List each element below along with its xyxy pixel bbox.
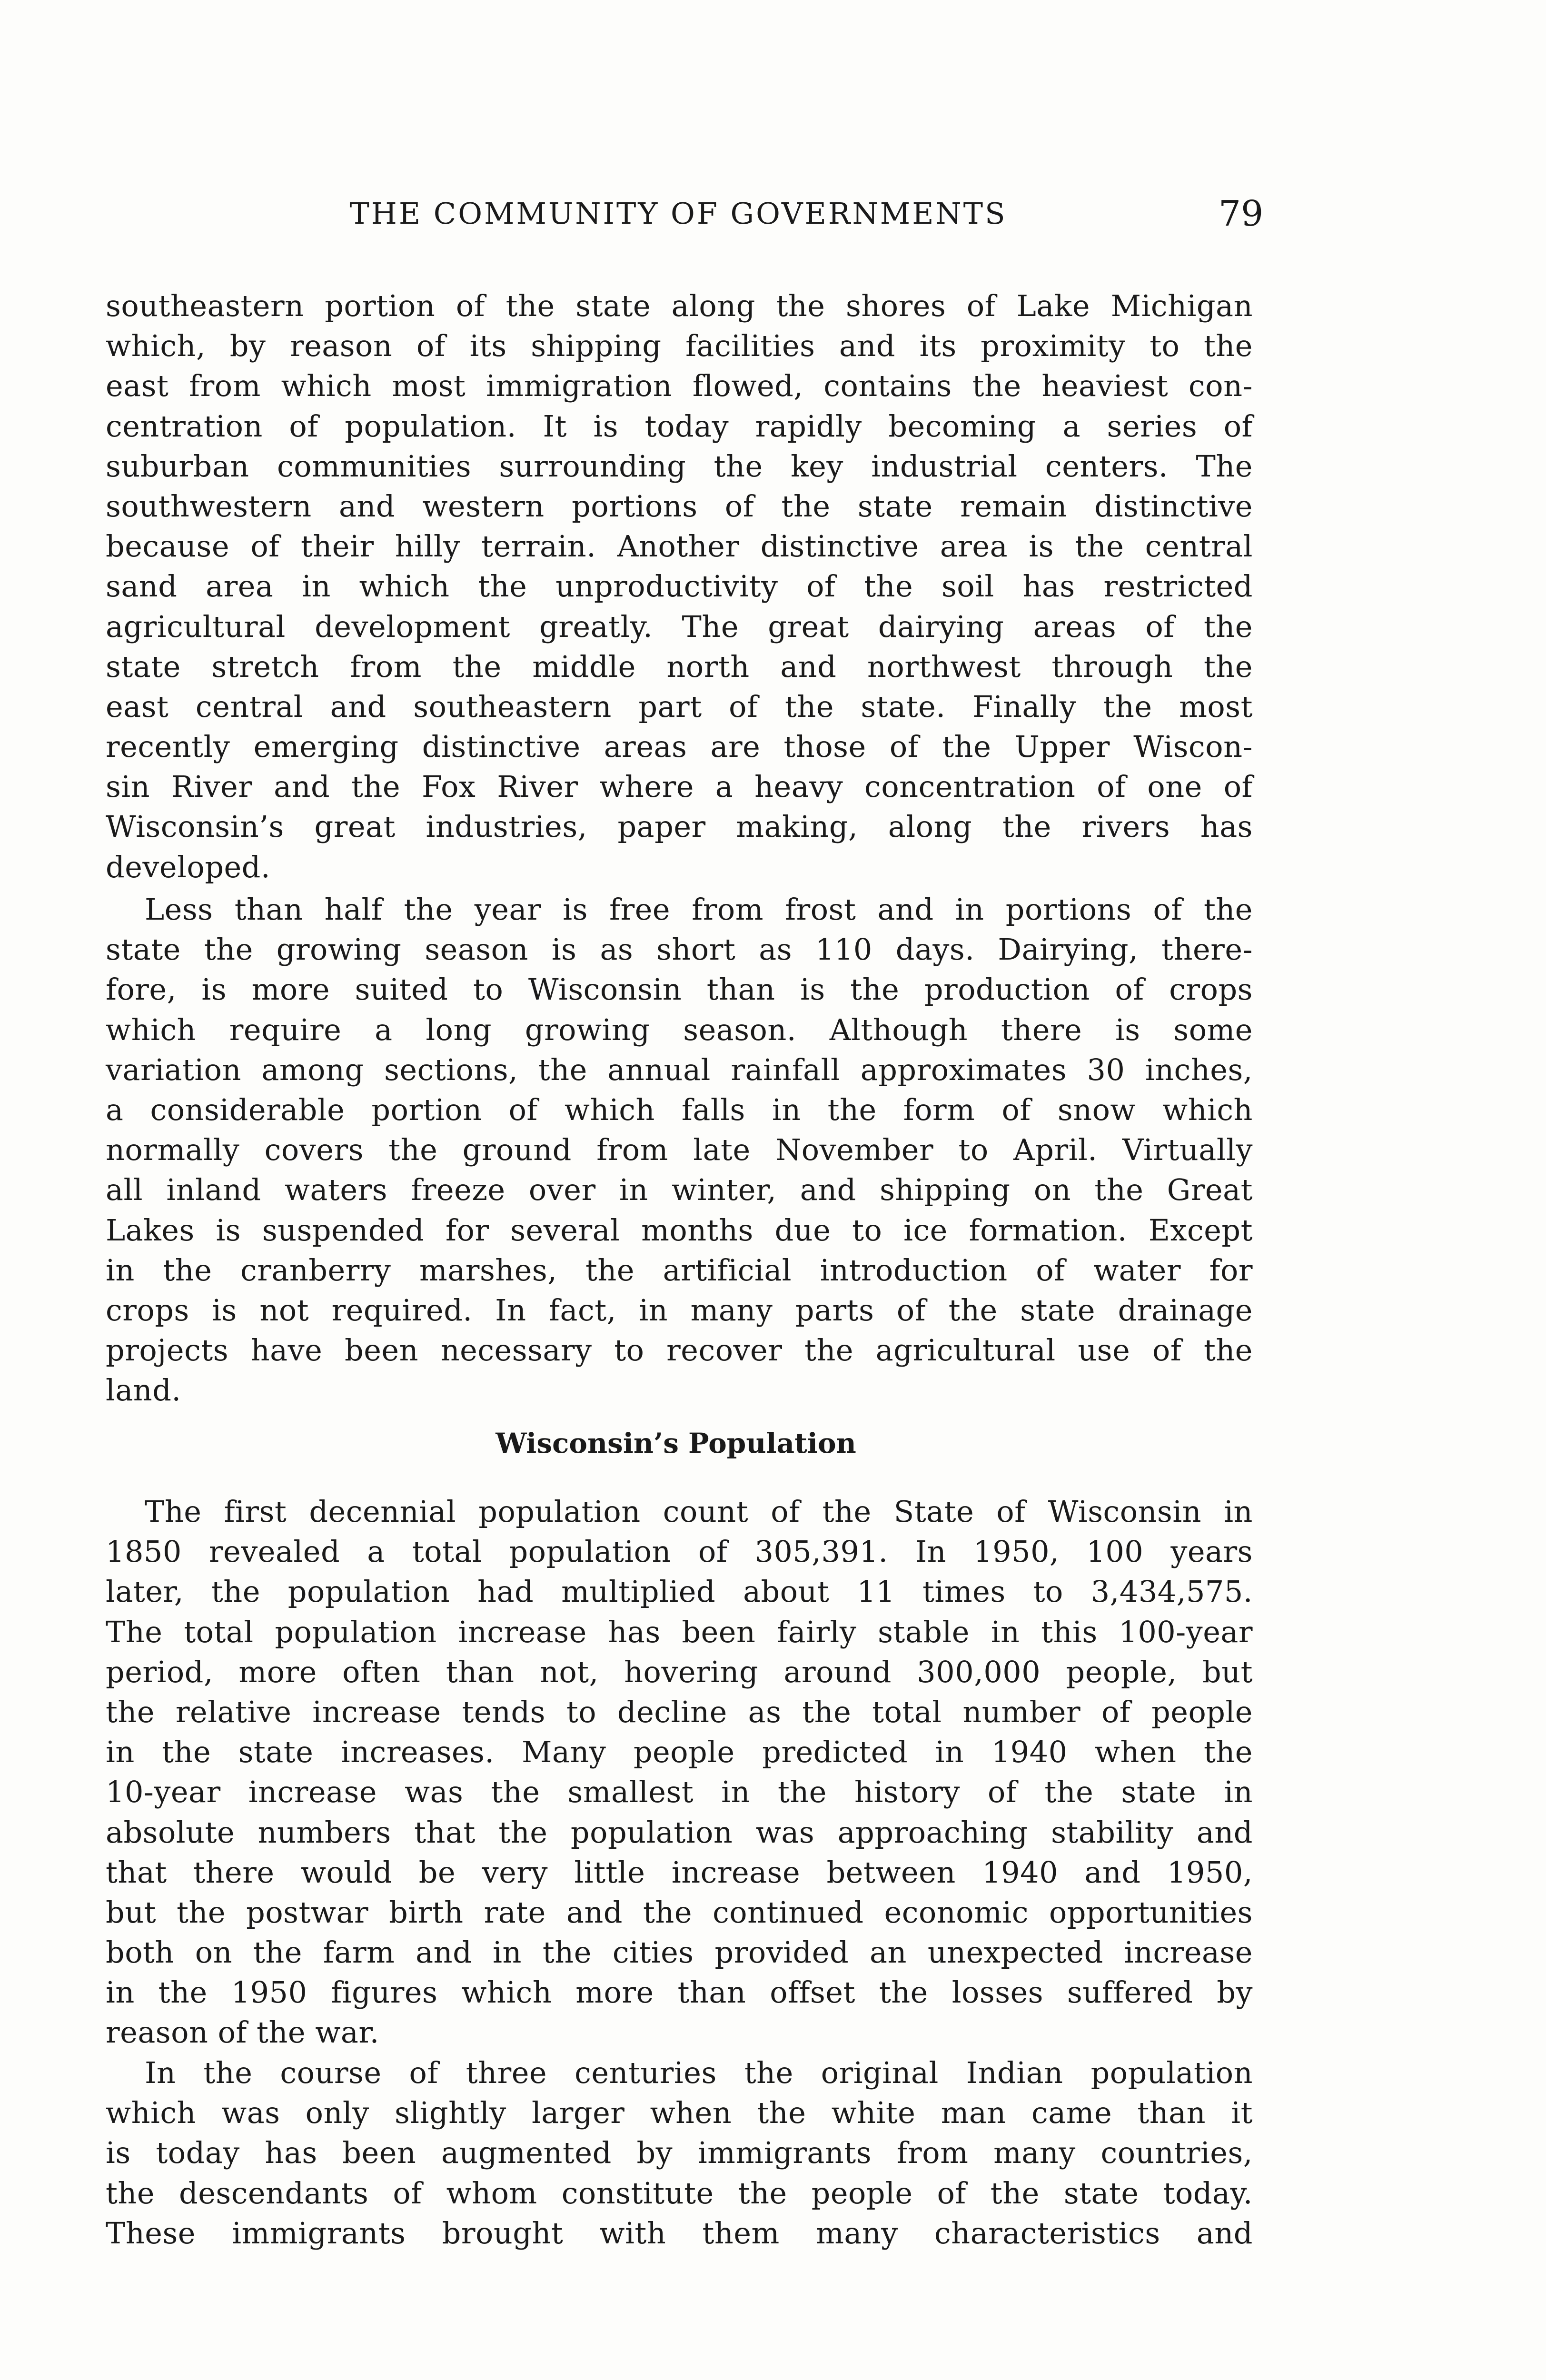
text-line: which, by reason of its shipping facilities and its proximity to the (106, 328, 1253, 364)
text-line: but the postwar birth rate and the continued economic opportunities (106, 1894, 1253, 1930)
text-line: both on the farm and in the cities provided an unexpected increase (106, 1935, 1253, 1970)
paragraph-3 (106, 1492, 1253, 2053)
text-line: east central and southeastern part of the state. Finally the most (106, 689, 1253, 724)
text-line: the relative increase tends to decline as the total number of people (106, 1694, 1253, 1729)
text-line: normally covers the ground from late November to April. Virtually (106, 1132, 1253, 1168)
text-line: These immigrants brought with them many characteristics and (106, 2215, 1253, 2251)
paragraph-1 (106, 286, 1253, 887)
text-line: in the 1950 figures which more than offset the losses suffered by (106, 1975, 1253, 2010)
text-line: southeastern portion of the state along the shores of Lake Michigan (106, 288, 1253, 323)
text-line: a considerable portion of which falls in the form of snow which (106, 1092, 1253, 1127)
text-line: 1850 revealed a total population of 305,391. In 1950, 100 years (106, 1534, 1253, 1569)
text-line: Lakes is suspended for several months due to ice formation. Except (106, 1212, 1253, 1248)
text-line: that there would be very little increase between 1940 and 1950, (106, 1854, 1253, 1890)
text-line: developed. (106, 849, 271, 884)
text-line: the descendants of whom constitute the people of the state today. (106, 2175, 1253, 2211)
section-heading: Wisconsin’s Population (496, 1427, 856, 1459)
paragraph-4 (106, 2053, 1253, 2253)
page-number: 79 (1219, 193, 1264, 234)
text-line: in the cranberry marshes, the artificial introduction of water for (106, 1252, 1253, 1288)
text-line: 10-year increase was the smallest in the history of the state in (106, 1775, 1253, 1810)
text-line: The first decennial population count of the State of Wisconsin in (145, 1494, 1253, 1529)
text-line: because of their hilly terrain. Another distinctive area is the central (106, 529, 1253, 564)
text-line: absolute numbers that the population was approaching stability and (106, 1815, 1253, 1850)
text-line: centration of population. It is today rapidly becoming a series of (106, 408, 1253, 444)
text-line: which require a long growing season. Although there is some (106, 1012, 1253, 1047)
text-line: suburban communities surrounding the key industrial centers. The (106, 448, 1253, 484)
text-line: sand area in which the unproductivity of the soil has restricted (106, 569, 1253, 604)
text-line: land. (106, 1373, 181, 1408)
text-line: reason of the war. (106, 2015, 379, 2050)
text-line: In the course of three centuries the original Indian population (145, 2055, 1253, 2090)
text-line: state stretch from the middle north and northwest through the (106, 649, 1253, 684)
text-line: recently emerging distinctive areas are those of the Upper Wiscon- (106, 729, 1253, 764)
text-line: Less than half the year is free from frost and in portions of the (145, 892, 1253, 927)
text-line: east from which most immigration flowed, contains the heaviest con- (106, 368, 1253, 404)
text-line: all inland waters freeze over in winter, and shipping on the Great (106, 1172, 1253, 1208)
text-line: fore, is more suited to Wisconsin than is the production of crops (106, 972, 1253, 1007)
text-line: in the state increases. Many people predicted in 1940 when the (106, 1735, 1253, 1770)
text-line: The total population increase has been fairly stable in this 100-year (106, 1614, 1253, 1649)
text-line: variation among sections, the annual rainfall approximates 30 inches, (106, 1052, 1253, 1087)
text-line: Wisconsin’s great industries, paper making, along the rivers has (106, 809, 1253, 844)
text-line: agricultural development greatly. The great dairying areas of the (106, 609, 1253, 644)
text-line: sin River and the Fox River where a heavy concentration of one of (106, 769, 1253, 804)
text-line: projects have been necessary to recover the agricultural use of the (106, 1333, 1253, 1368)
text-line: state the growing season is as short as 110 days. Dairying, there- (106, 932, 1253, 967)
text-line: which was only slightly larger when the white man came than it (106, 2095, 1253, 2131)
text-line: is today has been augmented by immigrants from many countries, (106, 2135, 1253, 2171)
running-head: THE COMMUNITY OF GOVERNMENTS (349, 196, 1007, 231)
text-line: period, more often than not, hovering around 300,000 people, but (106, 1654, 1253, 1689)
paragraph-2 (106, 890, 1253, 1410)
text-line: crops is not required. In fact, in many parts of the state drainage (106, 1292, 1253, 1328)
text-line: southwestern and western portions of the state remain distinctive (106, 488, 1253, 524)
text-line: later, the population had multiplied about 11 times to 3,434,575. (106, 1574, 1253, 1609)
